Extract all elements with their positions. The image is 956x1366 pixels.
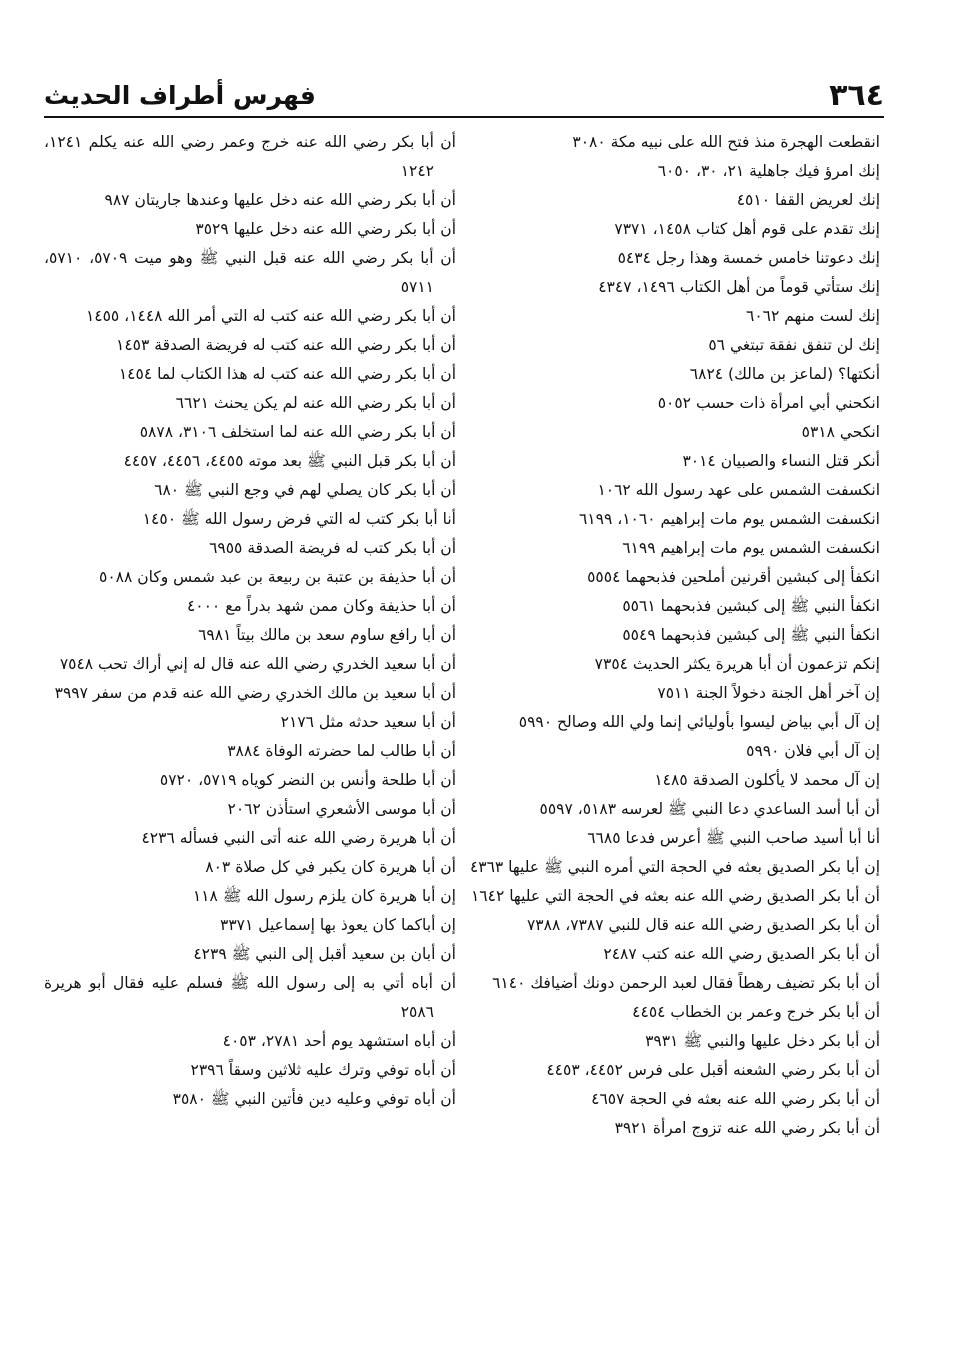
index-entry: أنا أبا أسيد صاحب النبي ﷺ أعرس فدعا ٦٦٨٥ [587, 829, 880, 847]
index-entry: أن أباه أتي به إلى رسول الله ﷺ فسلم عليه فقال أبو هريرة ٢٥٨٦ [44, 974, 456, 1021]
index-entry: أن أبا بكر رضي الله عنه كتب له التي أمر الله ١٤٤٨، ١٤٥٥ [85, 307, 456, 325]
index-entry: أن أباه توفي وعليه دين فأتين النبي ﷺ ٣٥٨٠ [172, 1090, 456, 1108]
index-entry: أن أبا أسد الساعدي دعا النبي ﷺ لعرسه ٥١٨٣، ٥٥٩٧ [539, 800, 880, 818]
index-entry: إن أبا بكر الصديق بعثه في الحجة التي أمره النبي ﷺ عليها ٤٣٦٣ [469, 858, 880, 876]
index-entry: أن أبا بكر رضي الله عنه قبل النبي ﷺ وهو ميت ٥٧٠٩، ٥٧١٠، ٥٧١١ [44, 249, 456, 296]
index-entry: أن أبا بكر رضي الله عنه تزوج امرأة ٣٩٢١ [614, 1119, 880, 1137]
index-entry: إنك لست منهم ٦٠٦٢ [746, 307, 880, 325]
index-entry: إن آل محمد لا يأكلون الصدقة ١٤٨٥ [654, 771, 880, 789]
index-entry: أن أباه توفي وترك عليه ثلاثين وسقاً ٢٣٩٦ [190, 1061, 456, 1079]
index-entry: أن أبا رافع ساوم سعد بن مالك بيتاً ٦٩٨١ [198, 626, 456, 644]
index-entry: انكسفت الشمس يوم مات إبراهيم ١٠٦٠، ٦١٩٩ [578, 510, 880, 528]
index-entry: أن أبا طالب لما حضرته الوفاة ٣٨٨٤ [227, 742, 456, 760]
index-entry: انكسفت الشمس على عهد رسول الله ١٠٦٢ [597, 481, 880, 499]
index-entry: أن أبا بكر الصديق رضي الله عنه كتب ٢٤٨٧ [603, 945, 880, 963]
index-entry: إنك دعوتنا خامس خمسة وهذا رجل ٥٤٣٤ [617, 249, 880, 267]
index-entry: أن أبا هريرة رضي الله عنه أتى النبي فسأله ٤٢٣٦ [141, 829, 456, 847]
index-entry: أن أبان بن سعيد أقبل إلى النبي ﷺ ٤٢٣٩ [193, 945, 456, 963]
index-entry: انكفأ النبي ﷺ إلى كبشين فذبحهما ٥٥٦١ [622, 597, 880, 615]
right-column [468, 128, 880, 1143]
index-entry: أنكتها؟ (لماعز بن مالك) ٦٨٢٤ [689, 365, 880, 383]
index-entry: إنك تقدم على قوم أهل كتاب ١٤٥٨، ٧٣٧١ [614, 220, 880, 238]
index-entry: أن أبا بكر رضي الله عنه خرج وعمر رضي الله عنه يكلم ١٢٤١، ١٢٤٢ [44, 133, 456, 180]
index-entry: أن أبا بكر كتب له فريضة الصدقة ٦٩٥٥ [209, 539, 456, 557]
index-entry: أن أبا طلحة وأنس بن النضر كوياه ٥٧١٩، ٥٧٢٠ [159, 771, 456, 789]
index-entry: أن أبا سعيد الخدري رضي الله عنه قال له إني أراك تحب ٧٥٤٨ [59, 655, 456, 673]
index-entry: أن أبا بكر كان يصلي لهم في وجع النبي ﷺ ٦٨٠ [154, 481, 456, 499]
index-entry: إنكم تزعمون أن أبا هريرة يكثر الحديث ٧٣٥٤ [594, 655, 880, 673]
index-entry: أنكر قتل النساء والصبيان ٣٠١٤ [682, 452, 880, 470]
left-column [44, 128, 456, 1114]
index-entry: أن أبا بكر رضي الله عنه لما استخلف ٣١٠٦، ٥٨٧٨ [139, 423, 456, 441]
index-entry: أن أبا بكر رضي الله عنه دخل عليها وعندها جاريتان ٩٨٧ [104, 191, 456, 209]
index-entry: إنك لعريض القفا ٤٥١٠ [736, 191, 880, 209]
index-entry: أن أبا بكر خرج وعمر بن الخطاب ٤٤٥٤ [632, 1003, 880, 1021]
index-entry: انقطعت الهجرة منذ فتح الله على نبيه مكة ٣٠٨٠ [572, 133, 880, 151]
index-entry: أن أبا بكر دخل عليها والنبي ﷺ ٣٩٣١ [645, 1032, 880, 1050]
index-entry: أن أبا بكر الصديق رضي الله عنه بعثه في الحجة التي عليها ١٦٤٢ [470, 887, 880, 905]
index-entry: أن أبا بكر الصديق رضي الله عنه قال للنبي ٧٣٨٧، ٧٣٨٨ [526, 916, 880, 934]
running-title: فهرس أطراف الحديث [44, 81, 316, 110]
index-entry: أن أبا سعيد بن مالك الخدري رضي الله عنه قدم من سفر ٣٩٩٧ [54, 684, 456, 702]
index-entry: إن أباكما كان يعوذ بها إسماعيل ٣٣٧١ [220, 916, 456, 934]
index-entry: أن أبا هريرة كان يكبر في كل صلاة ٨٠٣ [205, 858, 456, 876]
index-entry: أنا أبا بكر كتب له التي فرض رسول الله ﷺ ١٤٥٠ [142, 510, 456, 528]
index-entry: أن أباه استشهد يوم أحد ٢٧٨١، ٤٠٥٣ [222, 1032, 456, 1050]
index-entry: أن أبا سعيد حدثه مثل ٢١٧٦ [280, 713, 456, 731]
index-entry: إن أبا هريرة كان يلزم رسول الله ﷺ ١١٨ [192, 887, 456, 905]
page-header [44, 72, 884, 116]
index-entry: انكحي ٥٣١٨ [801, 423, 880, 441]
index-entry: إن آل أبي بياض ليسوا بأوليائي إنما ولي الله وصالح ٥٩٩٠ [518, 713, 880, 731]
index-entry: أن أبا بكر رضي الله عنه كتب له هذا الكتاب لما ١٤٥٤ [118, 365, 456, 383]
index-entry: إنك امرؤ فيك جاهلية ٢١، ٣٠، ٦٠٥٠ [657, 162, 880, 180]
index-entry: أن أبا بكر رضي الشعنه أقبل على فرس ٤٤٥٢، ٤٤٥٣ [546, 1061, 880, 1079]
index-entry: أن أبا بكر رضي الله عنه دخل عليها ٣٥٢٩ [195, 220, 456, 238]
index-entry: أن أبا موسى الأشعري استأذن ٢٠٦٢ [227, 800, 456, 818]
index-entry: إن آخر أهل الجنة دخولاً الجنة ٧٥١١ [657, 684, 880, 702]
index-entry: إنك ستأتي قوماً من أهل الكتاب ١٤٩٦، ٤٣٤٧ [598, 278, 880, 296]
index-entry: إنك لن تنفق نفقة تبتغي ٥٦ [708, 336, 880, 354]
index-entry: انكفأ إلى كبشين أقرنين أملحين فذبحهما ٥٥٥٤ [587, 568, 880, 586]
index-entry: أن أبا بكر رضي الله عنه كتب له فريضة الصدقة ١٤٥٣ [116, 336, 456, 354]
header-rule [44, 116, 884, 118]
index-entry: أن أبا حذيفة وكان ممن شهد بدراً مع ٤٠٠٠ [186, 597, 456, 615]
index-entry: إن آل أبي فلان ٥٩٩٠ [746, 742, 880, 760]
index-entry: أن أبا حذيفة بن عتبة بن ربيعة بن عبد شمس وكان ٥٠٨٨ [99, 568, 456, 586]
page-number: ٣٦٤ [829, 78, 884, 113]
index-entry: أن أبا بكر رضي الله عنه بعثه في الحجة ٤٦٥٧ [591, 1090, 880, 1108]
index-entry: انكحني أبي امرأة ذات حسب ٥٠٥٢ [657, 394, 880, 412]
index-entry: أن أبا بكر قبل النبي ﷺ بعد موته ٤٤٥٥، ٤٤٥٦، ٤٤٥٧ [123, 452, 456, 470]
index-entry: انكسفت الشمس يوم مات إبراهيم ٦١٩٩ [622, 539, 880, 557]
index-entry: انكفأ النبي ﷺ إلى كبشين فذبحهما ٥٥٤٩ [622, 626, 880, 644]
index-entry: أن أبا بكر تضيف رهطاً فقال لعبد الرحمن دونك أضيافك ٦١٤٠ [492, 974, 880, 992]
index-entry: أن أبا بكر رضي الله عنه لم يكن يحنث ٦٦٢١ [175, 394, 456, 412]
